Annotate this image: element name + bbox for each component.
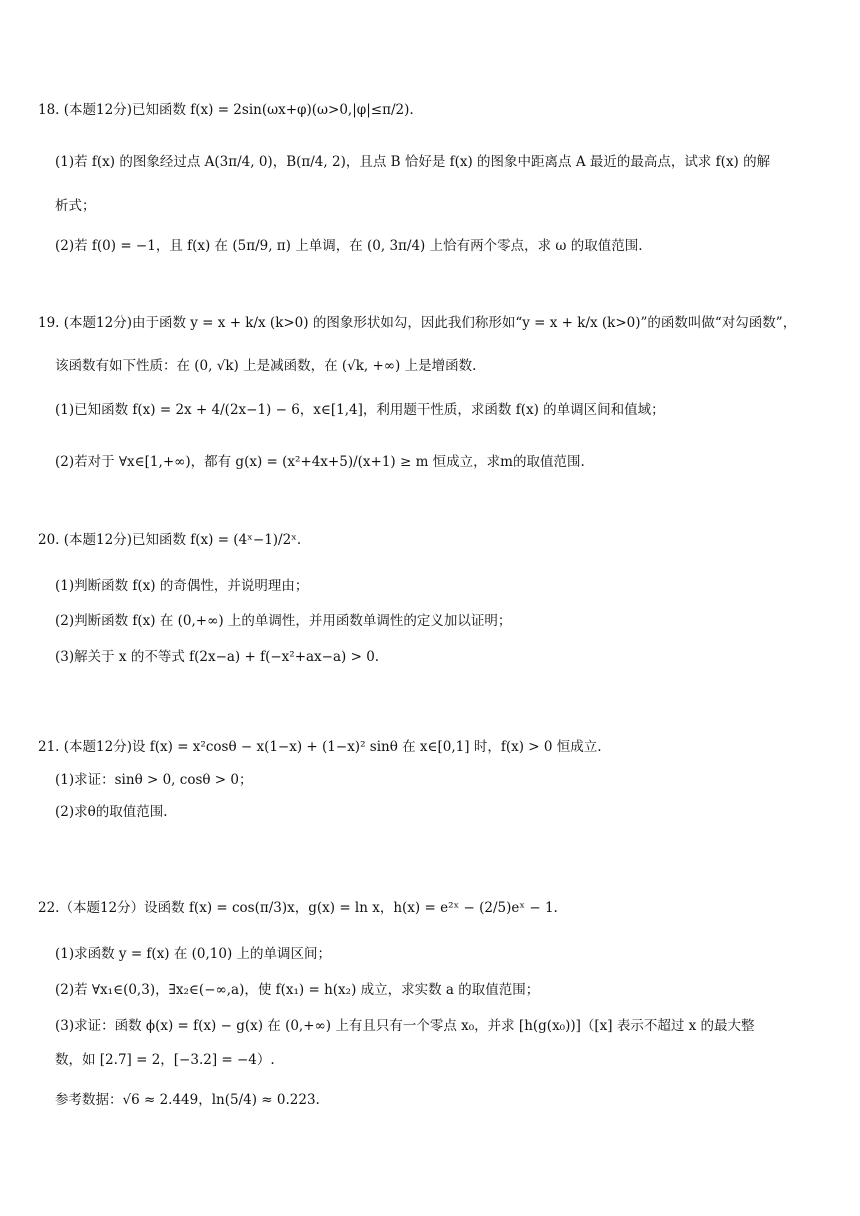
- reference-data: 参考数据：√6 ≈ 2.449，ln(5/4) ≈ 0.223.: [55, 1092, 320, 1108]
- question-21-stem: 21. (本题12分)设 f(x) = x²cosθ − x(1−x) + (1−x)² sinθ 在 x∈[0,1] 时，f(x) > 0 恒成立.: [38, 739, 602, 755]
- question-22-part-1: (1)求函数 y = f(x) 在 (0,10) 上的单调区间；: [55, 946, 332, 962]
- question-22-part-2: (2)若 ∀x₁∈(0,3)，∃x₂∈(−∞,a)，使 f(x₁) = h(x₂) 成立，求实数 a 的取值范围；: [55, 982, 540, 998]
- question-22-part-3-cont: 数，如 [2.7] = 2，[−3.2] = −4）.: [55, 1052, 275, 1068]
- question-19-part-1: (1)已知函数 f(x) = 2x + 4/(2x−1) − 6，x∈[1,4]，利用题干性质，求函数 f(x) 的单调区间和值域；: [55, 402, 665, 418]
- question-20-part-3: (3)解关于 x 的不等式 f(2x−a) + f(−x²+ax−a) > 0.: [55, 649, 380, 665]
- question-21-part-1: (1)求证：sinθ > 0, cosθ > 0；: [55, 772, 253, 788]
- question-20-part-2: (2)判断函数 f(x) 在 (0,+∞) 上的单调性，并用函数单调性的定义加以证明；: [55, 613, 512, 629]
- question-20-stem: 20. (本题12分)已知函数 f(x) = (4ˣ−1)/2ˣ.: [38, 532, 302, 548]
- question-18-part-1-cont: 析式；: [55, 198, 96, 214]
- question-18-part-2: (2)若 f(0) = −1，且 f(x) 在 (5π/9, π) 上单调，在 (0, 3π/4) 上恰有两个零点，求 ω 的取值范围.: [55, 238, 643, 254]
- question-20-part-1: (1)判断函数 f(x) 的奇偶性，并说明理由；: [55, 578, 309, 594]
- question-19-property: 该函数有如下性质：在 (0, √k) 上是减函数，在 (√k, +∞) 上是增函数.: [55, 358, 477, 374]
- question-18-stem: 18. (本题12分)已知函数 f(x) = 2sin(ωx+φ)(ω>0,|φ|≤π/2).: [38, 102, 414, 118]
- question-21-part-2: (2)求θ的取值范围.: [55, 804, 168, 820]
- question-22-part-3: (3)求证：函数 ϕ(x) = f(x) − g(x) 在 (0,+∞) 上有且只有一个零点 x₀，并求 [h(g(x₀))]（[x] 表示不超过 x 的最大整: [55, 1018, 755, 1034]
- question-18-part-1: (1)若 f(x) 的图象经过点 A(3π/4, 0)，B(π/4, 2)，且点 B 恰好是 f(x) 的图象中距离点 A 最近的最高点，试求 f(x) 的解: [55, 154, 771, 170]
- question-22-stem: 22.（本题12分）设函数 f(x) = cos(π/3)x，g(x) = ln x，h(x) = e²ˣ − (2/5)eˣ − 1.: [38, 900, 558, 916]
- question-19-part-2: (2)若对于 ∀x∈[1,+∞)，都有 g(x) = (x²+4x+5)/(x+1) ≥ m 恒成立，求m的取值范围.: [55, 454, 585, 470]
- question-19-stem: 19. (本题12分)由于函数 y = x + k/x (k>0) 的图象形状如勾，因此我们称形如“y = x + k/x (k>0)”的函数叫做“对勾函数”，: [38, 315, 797, 331]
